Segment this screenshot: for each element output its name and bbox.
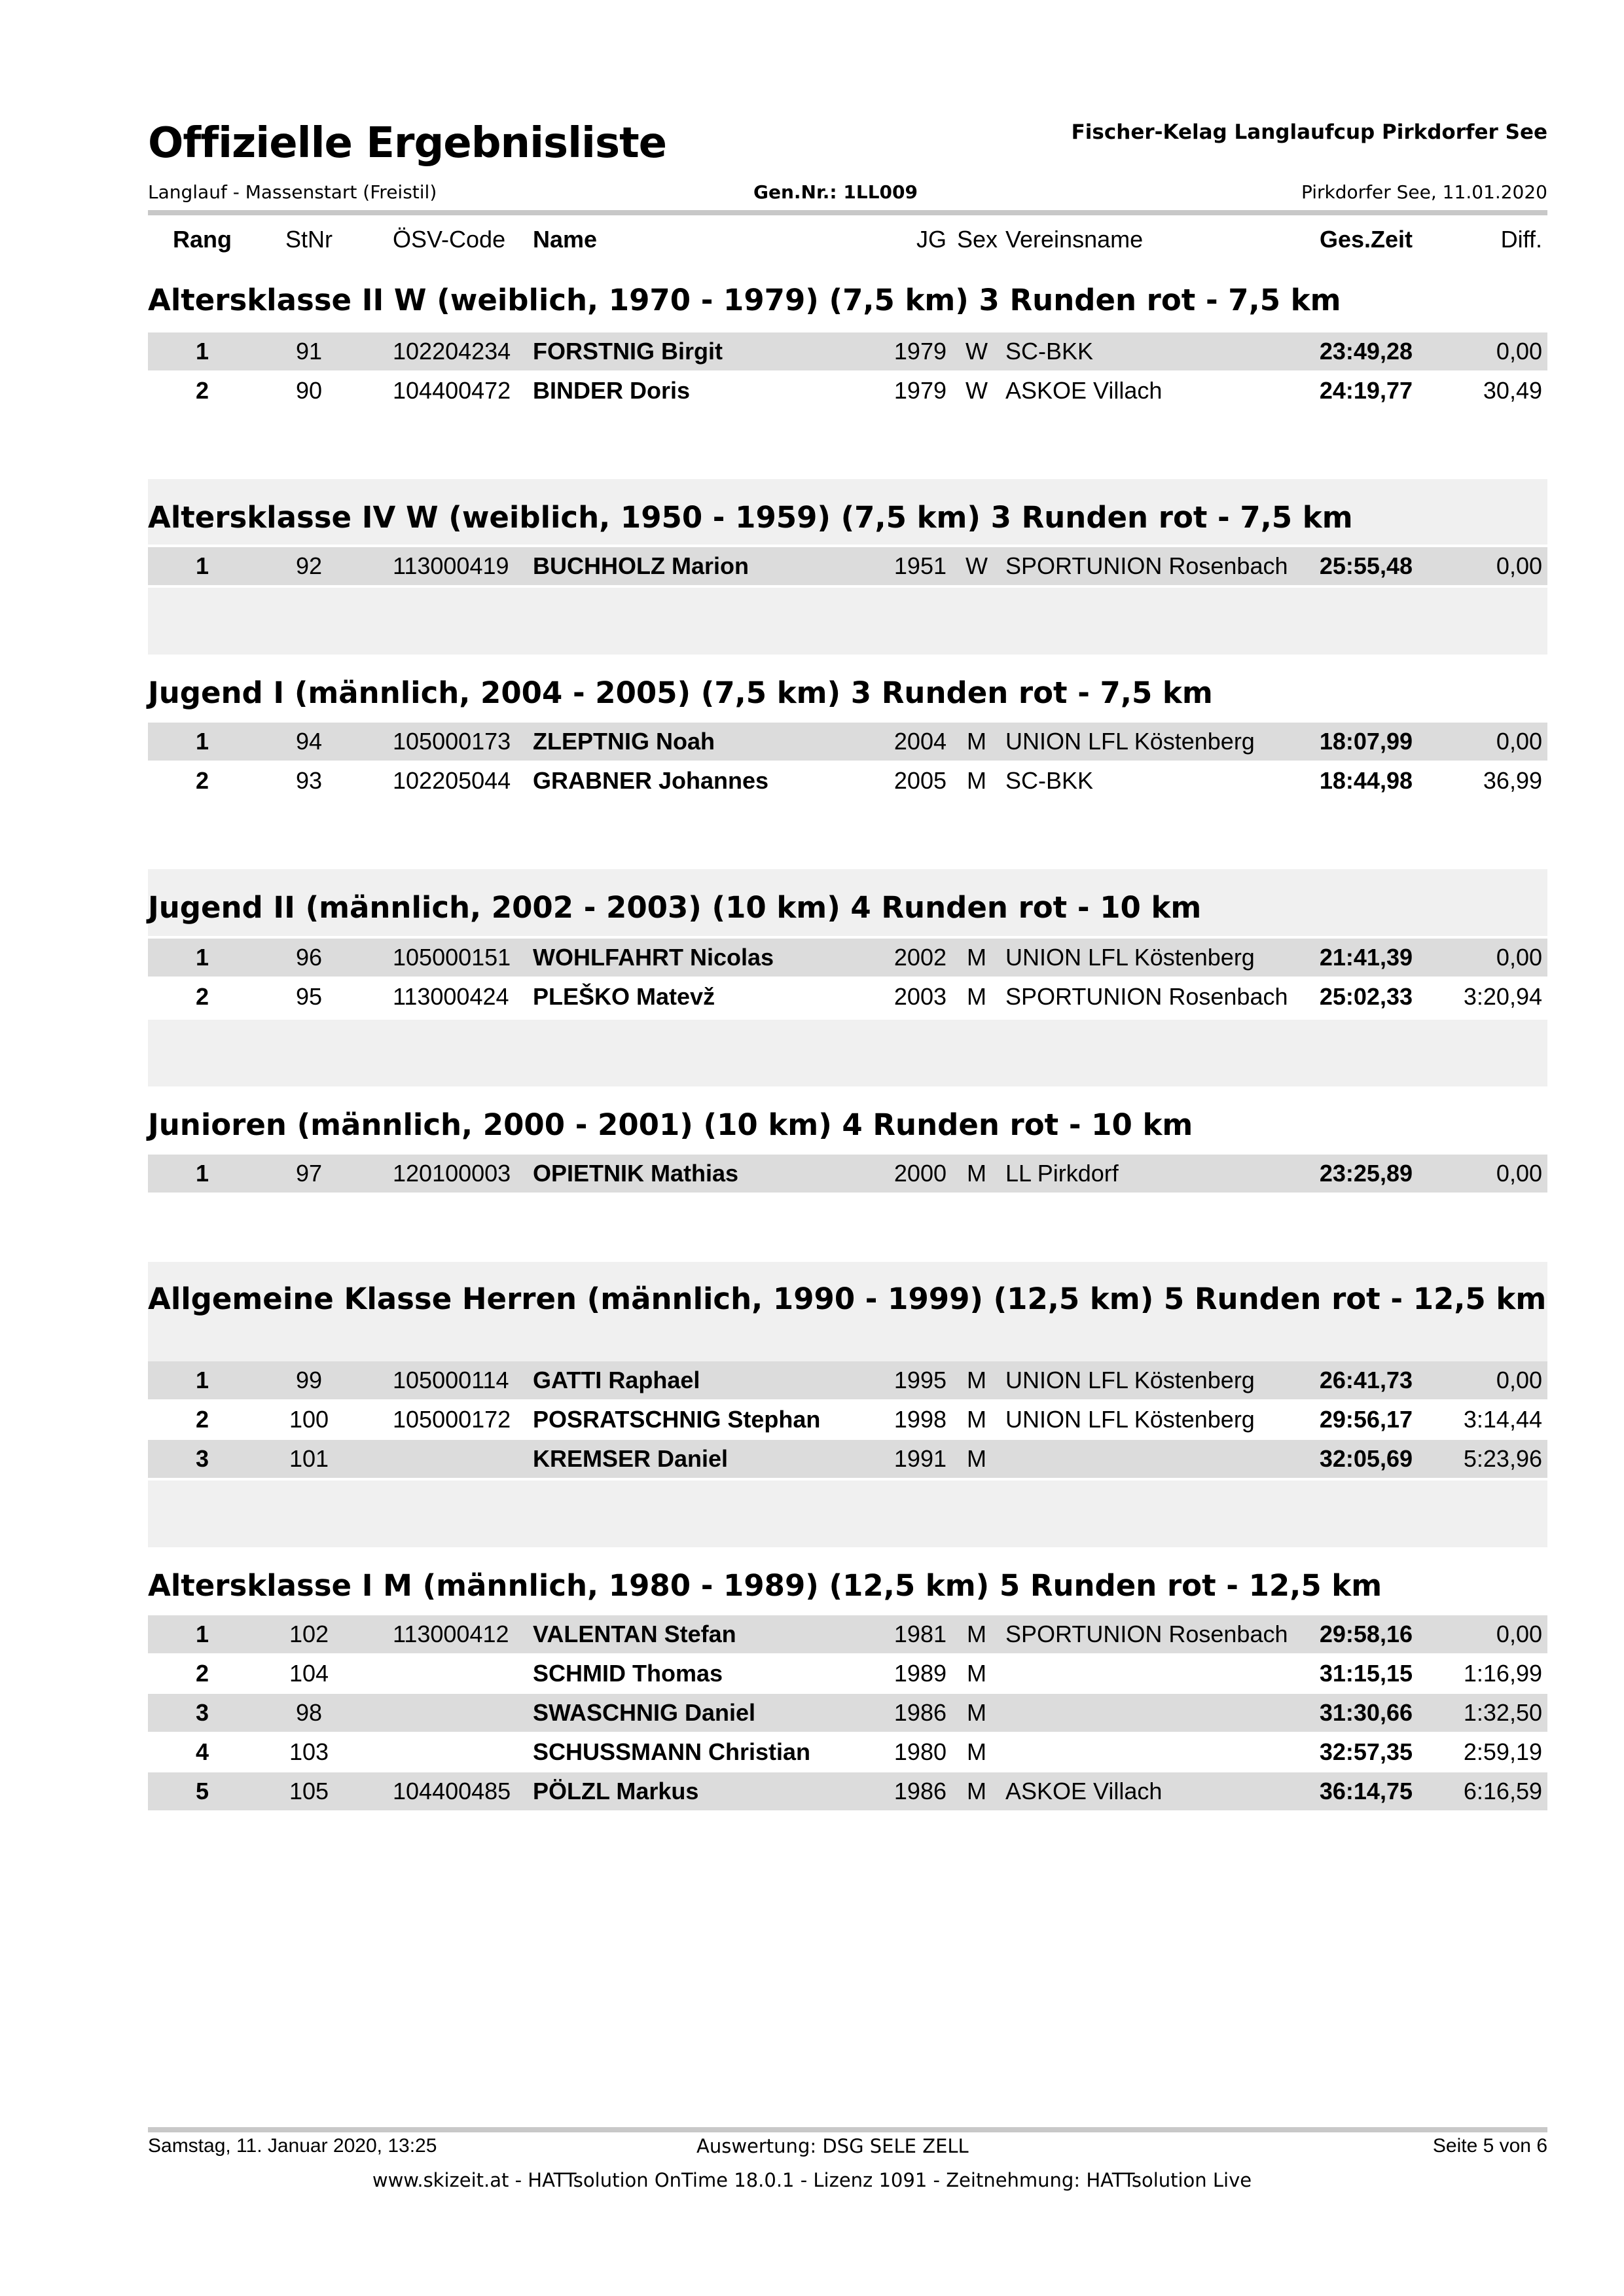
cell-jg: 2005 [893, 767, 947, 794]
cell-rang: 1 [195, 338, 209, 365]
cell-stnr: 104 [289, 1660, 329, 1687]
cell-osv-code: 113000412 [393, 1621, 509, 1647]
cell-verein: ASKOE Villach [1005, 1778, 1163, 1804]
cell-name: SCHMID Thomas [533, 1660, 723, 1687]
cell-name: PÖLZL Markus [533, 1778, 699, 1804]
section-spacer [148, 588, 1547, 655]
table-row [148, 1733, 1547, 1771]
cell-osv-code: 104400472 [393, 377, 511, 404]
cell-sex: M [967, 1406, 986, 1433]
col-name: Name [533, 226, 598, 253]
cell-verein: UNION LFL Köstenberg [1005, 1406, 1255, 1433]
cell-sex: W [965, 338, 988, 365]
cell-name: BUCHHOLZ Marion [533, 552, 749, 579]
page-number: Seite 5 von 6 [1432, 2135, 1547, 2157]
cell-sex: M [967, 1160, 986, 1187]
cell-osv-code: 105000151 [393, 944, 511, 971]
cell-diff: 6:16,59 [1463, 1778, 1542, 1804]
cell-zeit: 18:07,99 [1319, 728, 1413, 755]
cell-name: PLEŠKO Matevž [533, 983, 715, 1010]
cell-rang: 3 [195, 1445, 209, 1472]
cell-sex: M [967, 1367, 986, 1393]
cell-sex: M [967, 767, 986, 794]
section-title: Jugend II (männlich, 2002 - 2003) (10 km) 4 Runden rot - 10 km [148, 890, 1202, 925]
cell-zeit: 21:41,39 [1319, 944, 1413, 971]
section-title: Altersklasse IV W (weiblich, 1950 - 1959) (7,5 km) 3 Runden rot - 7,5 km [148, 500, 1353, 535]
section-spacer [148, 1020, 1547, 1086]
cell-diff: 0,00 [1496, 728, 1542, 755]
cell-sex: M [967, 983, 986, 1010]
cell-name: OPIETNIK Mathias [533, 1160, 739, 1187]
cell-rang: 2 [195, 377, 209, 404]
table-row [148, 332, 1547, 370]
discipline: Langlauf - Massenstart (Freistil) [148, 181, 437, 203]
cell-jg: 1979 [893, 377, 947, 404]
cell-zeit: 25:55,48 [1319, 552, 1413, 579]
cell-zeit: 32:05,69 [1319, 1445, 1413, 1472]
cell-name: BINDER Doris [533, 377, 691, 404]
cell-sex: M [967, 1699, 986, 1726]
cell-zeit: 36:14,75 [1319, 1778, 1413, 1804]
cell-name: WOHLFAHRT Nicolas [533, 944, 774, 971]
cell-stnr: 94 [295, 728, 323, 755]
print-date: Samstag, 11. Januar 2020, 13:25 [148, 2135, 437, 2157]
table-row [148, 547, 1547, 585]
cell-jg: 2002 [893, 944, 947, 971]
cell-zeit: 29:56,17 [1319, 1406, 1413, 1433]
cell-rang: 1 [195, 1160, 209, 1187]
cell-osv-code: 102204234 [393, 338, 511, 365]
cell-diff: 5:23,96 [1463, 1445, 1542, 1472]
cell-sex: M [967, 1445, 986, 1472]
cell-diff: 1:16,99 [1463, 1660, 1542, 1687]
cell-osv-code: 120100003 [393, 1160, 511, 1187]
cell-name: SCHUSSMANN Christian [533, 1738, 811, 1765]
section-title: Altersklasse II W (weiblich, 1970 - 1979) (7,5 km) 3 Runden rot - 7,5 km [148, 283, 1341, 317]
cell-stnr: 97 [295, 1160, 323, 1187]
cell-verein: LL Pirkdorf [1005, 1160, 1119, 1187]
page-title: Offizielle Ergebnisliste [148, 119, 667, 168]
cell-rang: 2 [195, 1406, 209, 1433]
cell-verein: UNION LFL Köstenberg [1005, 728, 1255, 755]
cell-osv-code: 105000172 [393, 1406, 511, 1433]
cell-name: VALENTAN Stefan [533, 1621, 736, 1647]
cell-diff: 36,99 [1483, 767, 1542, 794]
cell-osv-code: 113000419 [393, 552, 509, 579]
cell-name: POSRATSCHNIG Stephan [533, 1406, 821, 1433]
table-row [148, 1615, 1547, 1653]
cell-stnr: 105 [289, 1778, 329, 1804]
col-vereinsname: Vereinsname [1005, 226, 1144, 253]
cell-osv-code: 104400485 [393, 1778, 511, 1804]
cell-rang: 2 [195, 767, 209, 794]
section-title: Junioren (männlich, 2000 - 2001) (10 km) 4 Runden rot - 10 km [148, 1107, 1193, 1142]
cell-rang: 2 [195, 983, 209, 1010]
cell-jg: 1981 [893, 1621, 947, 1647]
cell-jg: 2004 [893, 728, 947, 755]
cell-name: SWASCHNIG Daniel [533, 1699, 756, 1726]
table-row [148, 978, 1547, 1016]
cell-stnr: 98 [295, 1699, 323, 1726]
col-osv-code: ÖSV-Code [393, 226, 506, 253]
table-row [148, 1694, 1547, 1732]
cell-jg: 1980 [893, 1738, 947, 1765]
cell-zeit: 23:25,89 [1319, 1160, 1413, 1187]
cell-diff: 30,49 [1483, 377, 1542, 404]
cell-diff: 0,00 [1496, 1160, 1542, 1187]
section-title: Altersklasse I M (männlich, 1980 - 1989) (12,5 km) 5 Runden rot - 12,5 km [148, 1568, 1382, 1603]
table-row [148, 762, 1547, 800]
cell-zeit: 18:44,98 [1319, 767, 1413, 794]
table-row [148, 372, 1547, 410]
cell-diff: 0,00 [1496, 1367, 1542, 1393]
table-row [148, 1361, 1547, 1399]
cell-osv-code: 105000173 [393, 728, 511, 755]
cell-jg: 1998 [893, 1406, 947, 1433]
table-row [148, 939, 1547, 977]
cell-diff: 0,00 [1496, 1621, 1542, 1647]
cell-rang: 5 [195, 1778, 209, 1804]
cell-osv-code: 105000114 [393, 1367, 509, 1393]
cell-sex: M [967, 1621, 986, 1647]
gen-nr: Gen.Nr.: 1LL009 [753, 181, 918, 203]
cell-jg: 1979 [893, 338, 947, 365]
cell-osv-code: 113000424 [393, 983, 509, 1010]
cell-stnr: 90 [295, 377, 323, 404]
table-row [148, 1655, 1547, 1693]
sub-header [148, 181, 1547, 207]
cell-rang: 1 [195, 944, 209, 971]
cell-verein: UNION LFL Köstenberg [1005, 944, 1255, 971]
section-title: Jugend I (männlich, 2004 - 2005) (7,5 km) 3 Runden rot - 7,5 km [148, 675, 1213, 710]
cell-diff: 3:14,44 [1463, 1406, 1542, 1433]
place-date: Pirkdorfer See, 11.01.2020 [1301, 181, 1547, 203]
table-row [148, 723, 1547, 761]
cell-zeit: 26:41,73 [1319, 1367, 1413, 1393]
cell-name: FORSTNIG Birgit [533, 338, 723, 365]
cell-verein: UNION LFL Köstenberg [1005, 1367, 1255, 1393]
cell-zeit: 31:15,15 [1319, 1660, 1413, 1687]
cell-stnr: 96 [295, 944, 323, 971]
cell-sex: M [967, 944, 986, 971]
cell-sex: W [965, 377, 988, 404]
cell-stnr: 99 [295, 1367, 323, 1393]
cell-rang: 1 [195, 728, 209, 755]
cell-stnr: 92 [295, 552, 323, 579]
cell-jg: 1989 [893, 1660, 947, 1687]
table-row [148, 1772, 1547, 1810]
cell-jg: 2000 [893, 1160, 947, 1187]
cell-jg: 1951 [893, 552, 947, 579]
cell-jg: 1986 [893, 1699, 947, 1726]
cell-sex: W [965, 552, 988, 579]
cell-rang: 2 [195, 1660, 209, 1687]
section-title: Allgemeine Klasse Herren (männlich, 1990 - 1999) (12,5 km) 5 Runden rot - 12,5 km [148, 1282, 1547, 1316]
cell-stnr: 102 [289, 1621, 329, 1647]
cell-jg: 1995 [893, 1367, 947, 1393]
software-credit: www.skizeit.at - HATTsolution OnTime 18.0.1 - Lizenz 1091 - Zeitnehmung: HATTsolution Live [372, 2169, 1252, 2191]
cell-stnr: 91 [295, 338, 323, 365]
cell-zeit: 32:57,35 [1319, 1738, 1413, 1765]
cell-diff: 0,00 [1496, 338, 1542, 365]
cell-rang: 3 [195, 1699, 209, 1726]
cell-osv-code: 102205044 [393, 767, 511, 794]
cell-rang: 1 [195, 1367, 209, 1393]
col-sex: Sex [957, 226, 998, 253]
cell-zeit: 29:58,16 [1319, 1621, 1413, 1647]
col-jg: JG [916, 226, 947, 253]
cell-jg: 2003 [893, 983, 947, 1010]
cell-sex: M [967, 1660, 986, 1687]
cell-verein: ASKOE Villach [1005, 377, 1163, 404]
cell-verein: SPORTUNION Rosenbach [1005, 1621, 1288, 1647]
cell-zeit: 31:30,66 [1319, 1699, 1413, 1726]
cell-sex: M [967, 728, 986, 755]
cell-diff: 3:20,94 [1463, 983, 1542, 1010]
col-diff: Diff. [1500, 226, 1542, 253]
cell-stnr: 101 [289, 1445, 329, 1472]
cell-diff: 0,00 [1496, 552, 1542, 579]
cell-diff: 2:59,19 [1463, 1738, 1542, 1765]
footer-divider [148, 2127, 1547, 2132]
col-rang: Rang [173, 226, 232, 253]
cell-stnr: 103 [289, 1738, 329, 1765]
cell-verein: SPORTUNION Rosenbach [1005, 552, 1288, 579]
cell-stnr: 100 [289, 1406, 329, 1433]
cell-name: GRABNER Johannes [533, 767, 769, 794]
cell-zeit: 25:02,33 [1319, 983, 1413, 1010]
cell-stnr: 93 [295, 767, 323, 794]
cell-rang: 1 [195, 1621, 209, 1647]
cell-rang: 4 [195, 1738, 209, 1765]
cell-zeit: 24:19,77 [1319, 377, 1413, 404]
cell-name: KREMSER Daniel [533, 1445, 729, 1472]
cell-rang: 1 [195, 552, 209, 579]
cell-sex: M [967, 1738, 986, 1765]
evaluation-org: Auswertung: DSG SELE ZELL [696, 2135, 969, 2157]
col-stnr: StNr [285, 226, 333, 253]
cell-verein: SC-BKK [1005, 338, 1094, 365]
cell-diff: 1:32,50 [1463, 1699, 1542, 1726]
cell-diff: 0,00 [1496, 944, 1542, 971]
cell-stnr: 95 [295, 983, 323, 1010]
cell-jg: 1991 [893, 1445, 947, 1472]
table-row [148, 1440, 1547, 1478]
cell-name: ZLEPTNIG Noah [533, 728, 715, 755]
cell-name: GATTI Raphael [533, 1367, 700, 1393]
event-name: Fischer-Kelag Langlaufcup Pirkdorfer See [1071, 120, 1547, 144]
cell-jg: 1986 [893, 1778, 947, 1804]
cell-zeit: 23:49,28 [1319, 338, 1413, 365]
col-ges-zeit: Ges.Zeit [1319, 226, 1413, 253]
table-row [148, 1401, 1547, 1439]
cell-sex: M [967, 1778, 986, 1804]
table-row [148, 1155, 1547, 1193]
cell-verein: SC-BKK [1005, 767, 1094, 794]
column-headers [148, 226, 1547, 259]
section-spacer [148, 1480, 1547, 1547]
header-divider [148, 210, 1547, 215]
cell-verein: SPORTUNION Rosenbach [1005, 983, 1288, 1010]
